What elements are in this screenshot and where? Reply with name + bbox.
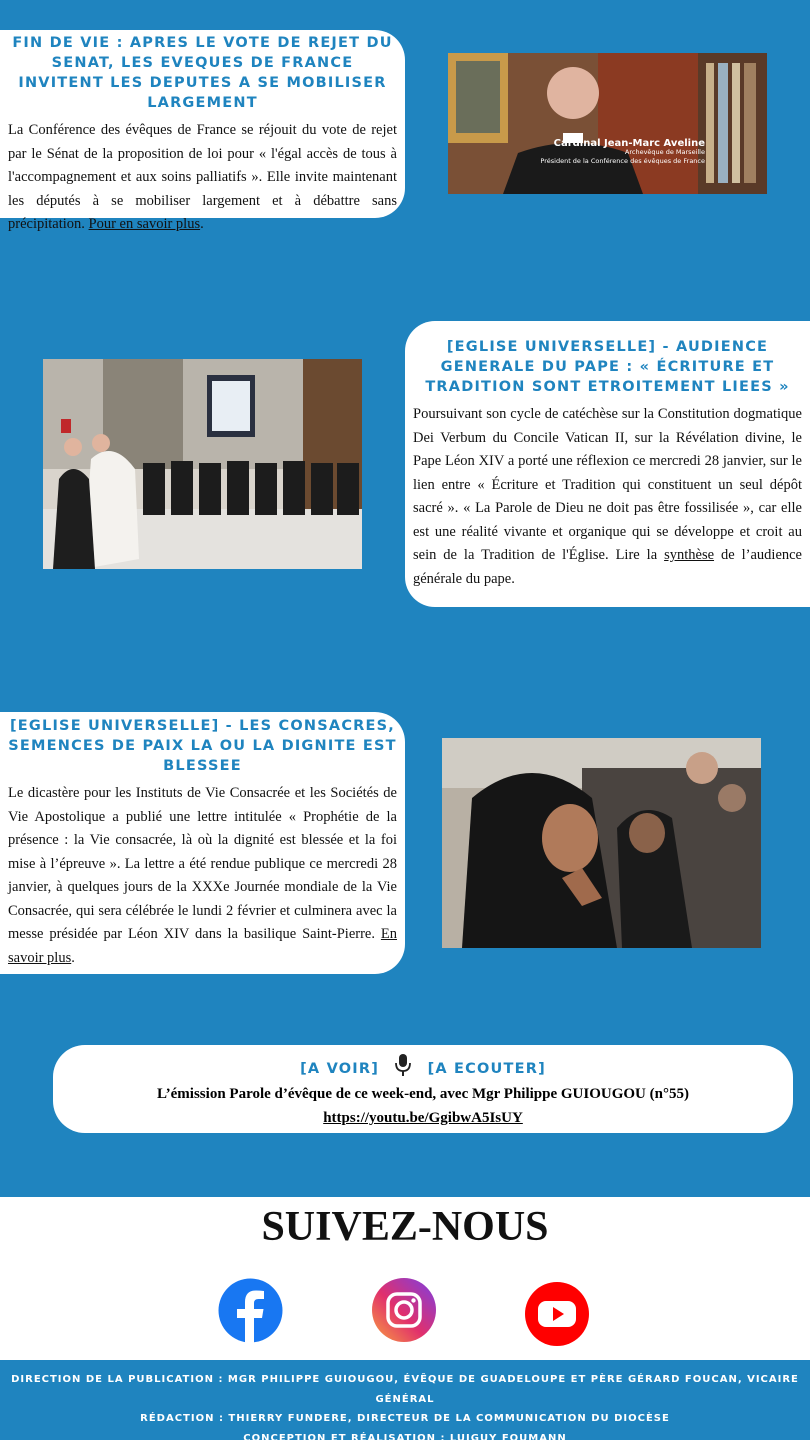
media-banner [53, 1045, 793, 1133]
cardinal-photo [448, 53, 767, 194]
microphone-glyph [393, 1053, 413, 1077]
credits-redaction: RÉDACTION : THIERRY FUNDERE, DIRECTEUR DE LA COMMUNICATION DU DIOCÈSE [0, 1409, 810, 1429]
youtube-logo [525, 1282, 589, 1346]
microphone-icon [393, 1053, 413, 1075]
pope-audience-image [43, 359, 362, 569]
read-more-link[interactable]: Pour en savoir plus [89, 216, 201, 232]
article-card-fin-de-vie [0, 30, 405, 218]
credits-publication: DIRECTION DE LA PUBLICATION : MGR PHILIPPE GUIOUGOU, ÉVÊQUE DE GUADELOUPE ET PÈRE GÉRARD FOUCAN, VICAIRE GÉNÉRAL [0, 1370, 810, 1409]
facebook-logo [218, 1278, 283, 1343]
instagram-icon[interactable] [372, 1278, 436, 1342]
article-title: FIN DE VIE : APRES LE VOTE DE REJET DU SENAT, LES EVEQUES DE FRANCE INVITENT LES DEPUTES A SE MOBILISER LARGEMENT [8, 33, 397, 113]
facebook-icon[interactable] [218, 1278, 283, 1343]
article-title: [EGLISE UNIVERSELLE] - LES CONSACRES, SEMENCES DE PAIX LA OU LA DIGNITE EST BLESSEE [8, 716, 397, 776]
media-labels [53, 1053, 793, 1079]
photo-caption [540, 139, 705, 166]
article-card-consacres [0, 712, 405, 974]
caption-name: Cardinal Jean-Marc Aveline [540, 139, 705, 148]
article-body: La Conférence des évêques de France se réjouit du vote de rejet par le Sénat de la proposition de loi pour « l'égal accès de tous à l'accompagnement et aux soins palliatifs ». Elle invite maintenant les députés à se mobiliser largement et à débattre sans précipitation. Pour en savoir plus. [8, 119, 397, 237]
article-body: Le dicastère pour les Instituts de Vie Consacrée et les Sociétés de Vie Apostolique a publié une lettre intitulée « Prophétie de la présence : la Vie consacrée, là où la dignité est blessée et la foi mise à l’épreuve ». La lettre a été rendue publique ce mercredi 28 janvier, à quelques jours de la XXXe Journée mondiale de la Vie Consacrée, qui sera célébrée le lundi 2 février et culminera avec la messe présidée par Léon XIV dans la basilique Saint-Pierre. En savoir plus. [8, 782, 397, 970]
credits-conception: CONCEPTION ET RÉALISATION : LUIGUY FOUMANN [0, 1429, 810, 1448]
synthesis-link[interactable]: synthèse [664, 547, 714, 563]
article-card-audience [405, 321, 810, 607]
article-body: Poursuivant son cycle de catéchèse sur la Constitution dogmatique Dei Verbum du Concile Vatican II, sur la Révélation divine, le Pape Léon XIV a porté une réflexion ce mercredi 28 janvier, sur le lien entre « Écriture et Tradition qui constituent un seul dépôt sacré ». « La Parole de Dieu ne doit pas être fossilisée », car elle est une réalité vivante et organique qui se développe et croit au sein de la Tradition de l'Église. Lire la synthèse de l’audience générale du pape. [413, 403, 802, 591]
media-text: L’émission Parole d’évêque de ce week-end, avec Mgr Philippe GUIOUGOU (n°55) [53, 1081, 793, 1107]
instagram-logo [372, 1278, 436, 1342]
read-more-link[interactable]: En savoir plus [8, 926, 397, 966]
cardinal-image [448, 53, 767, 194]
youtube-icon[interactable] [525, 1282, 589, 1346]
follow-us-title: SUIVEZ-NOUS [0, 1203, 810, 1251]
caption-line2: Président de la Conférence des évêques de France [540, 157, 705, 166]
caption-line1: Archevêque de Marseille [540, 148, 705, 157]
watch-label: [A VOIR] [300, 1061, 379, 1077]
youtube-link[interactable]: https://youtu.be/GgibwA5IsUY [53, 1107, 793, 1129]
nuns-praying-photo [442, 738, 761, 948]
listen-label: [A ECOUTER] [428, 1061, 546, 1077]
article-title: [EGLISE UNIVERSELLE] - AUDIENCE GENERALE DU PAPE : « ÉCRITURE ET TRADITION SONT ETROITEMENT LIEES » [413, 337, 802, 397]
footer-credits [0, 1360, 810, 1440]
nuns-praying-image [442, 738, 761, 948]
pope-audience-photo [43, 359, 362, 569]
